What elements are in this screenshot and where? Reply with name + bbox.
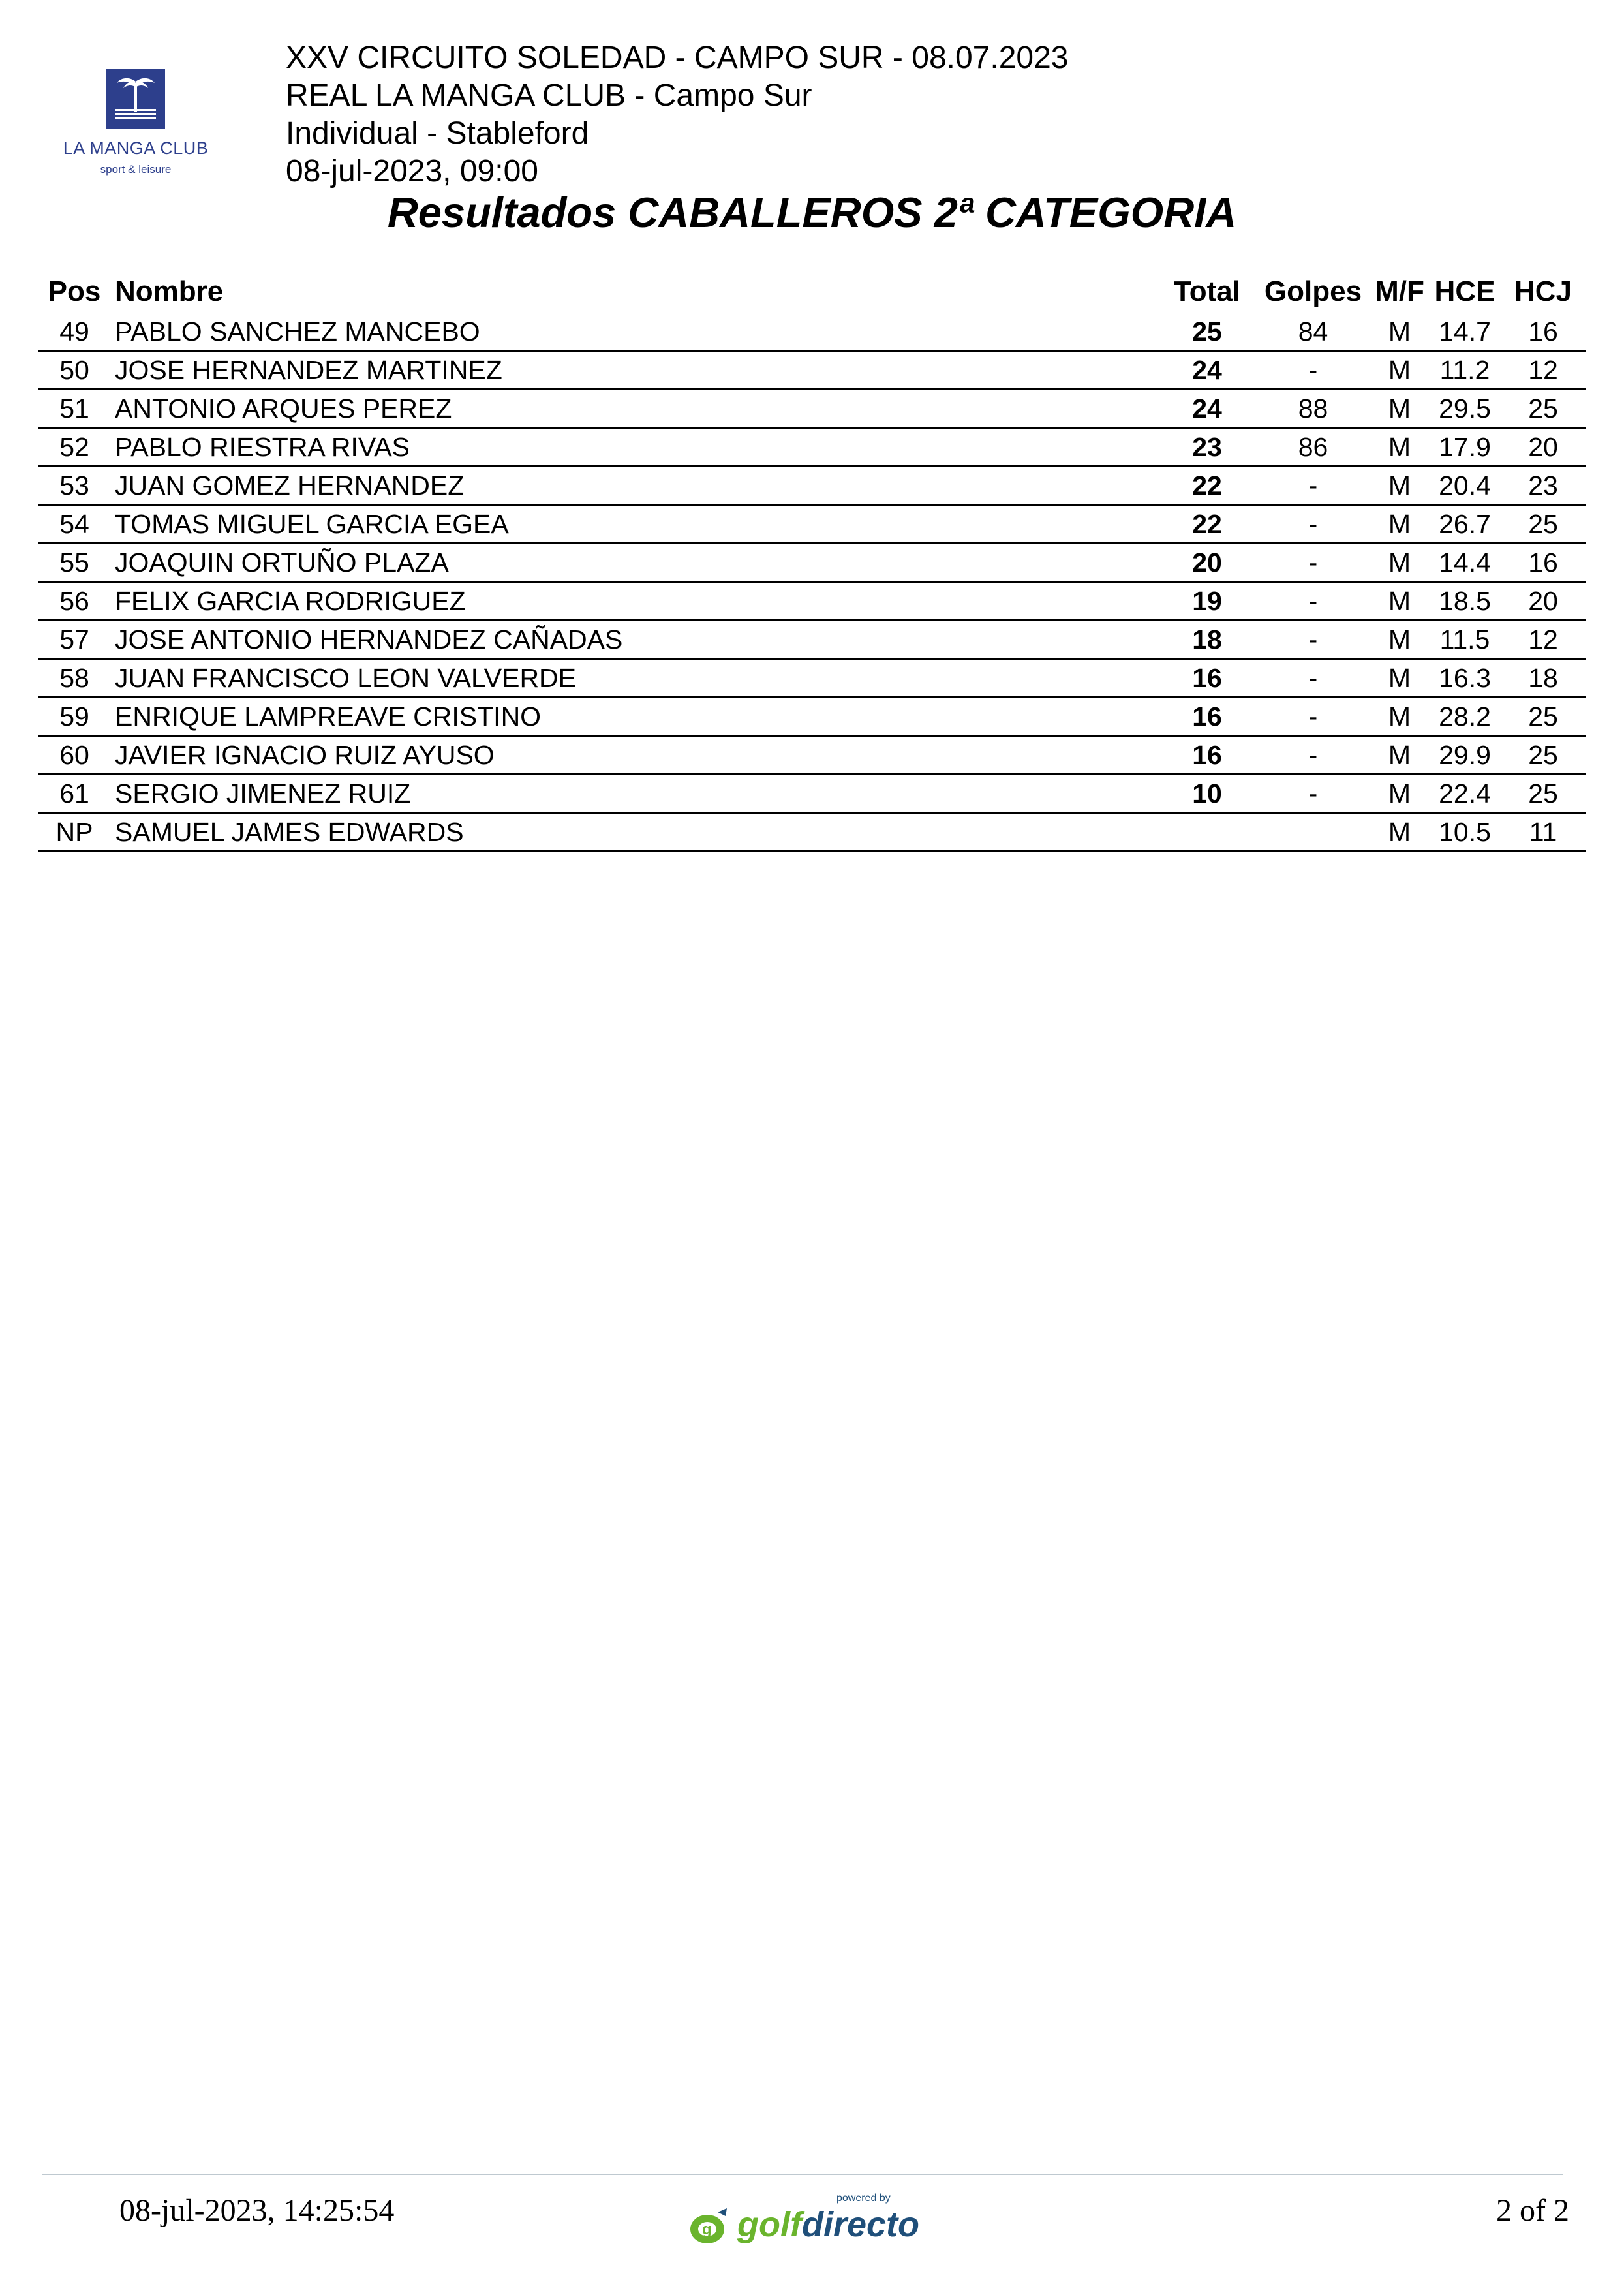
table-row <box>38 428 1586 467</box>
cell-mf: M <box>1370 659 1429 698</box>
cell-hcj: 12 <box>1501 621 1586 659</box>
table-row <box>38 351 1586 390</box>
cell-nombre: FELIX GARCIA RODRIGUEZ <box>111 582 1158 621</box>
golfdirecto-logo <box>685 2191 920 2250</box>
cell-nombre: JUAN FRANCISCO LEON VALVERDE <box>111 659 1158 698</box>
cell-hce: 14.7 <box>1429 313 1501 351</box>
table-row <box>38 736 1586 775</box>
cell-golpes: - <box>1256 582 1370 621</box>
cell-mf: M <box>1370 698 1429 736</box>
la-manga-club-logo <box>57 46 214 196</box>
cell-hcj: 18 <box>1501 659 1586 698</box>
cell-nombre: SAMUEL JAMES EDWARDS <box>111 813 1158 852</box>
powered-by-label: powered by <box>836 2193 891 2204</box>
golf-ball-icon <box>688 2207 733 2246</box>
footer-divider <box>42 2174 1563 2175</box>
cell-hcj: 11 <box>1501 813 1586 852</box>
cell-nombre: ENRIQUE LAMPREAVE CRISTINO <box>111 698 1158 736</box>
cell-golpes: - <box>1256 544 1370 582</box>
table-row <box>38 813 1586 852</box>
cell-mf: M <box>1370 544 1429 582</box>
cell-total: 22 <box>1158 467 1256 505</box>
cell-hcj: 25 <box>1501 505 1586 544</box>
cell-pos: 53 <box>38 467 111 505</box>
page-number: 2 of 2 <box>1496 2193 1569 2228</box>
cell-mf: M <box>1370 582 1429 621</box>
club-course: REAL LA MANGA CLUB - Campo Sur <box>286 78 812 113</box>
golfdirecto-wordmark <box>737 2204 919 2245</box>
brand-golf: golf <box>737 2205 802 2244</box>
cell-golpes: - <box>1256 698 1370 736</box>
cell-mf: M <box>1370 428 1429 467</box>
cell-mf: M <box>1370 505 1429 544</box>
table-row <box>38 505 1586 544</box>
logo-tagline: sport & leisure <box>100 163 172 176</box>
cell-golpes: - <box>1256 467 1370 505</box>
cell-golpes: 86 <box>1256 428 1370 467</box>
table-row <box>38 621 1586 659</box>
column-header-mf: M/F <box>1375 275 1424 307</box>
cell-hcj: 12 <box>1501 351 1586 390</box>
cell-hce: 18.5 <box>1429 582 1501 621</box>
cell-pos: 60 <box>38 736 111 775</box>
column-header-total: Total <box>1174 275 1240 307</box>
table-row <box>38 582 1586 621</box>
cell-hce: 26.7 <box>1429 505 1501 544</box>
cell-pos: 56 <box>38 582 111 621</box>
cell-nombre: JOSE HERNANDEZ MARTINEZ <box>111 351 1158 390</box>
event-header <box>286 39 1068 191</box>
cell-hcj: 25 <box>1501 698 1586 736</box>
cell-mf: M <box>1370 313 1429 351</box>
cell-hce: 20.4 <box>1429 467 1501 505</box>
cell-hce: 11.5 <box>1429 621 1501 659</box>
cell-total: 20 <box>1158 544 1256 582</box>
cell-hce: 29.9 <box>1429 736 1501 775</box>
table-header-row <box>38 270 1586 313</box>
cell-pos: 54 <box>38 505 111 544</box>
cell-hcj: 16 <box>1501 544 1586 582</box>
cell-total: 16 <box>1158 736 1256 775</box>
cell-hce: 29.5 <box>1429 390 1501 428</box>
svg-text:g: g <box>702 2221 712 2238</box>
cell-nombre: JOSE ANTONIO HERNANDEZ CAÑADAS <box>111 621 1158 659</box>
cell-golpes: - <box>1256 505 1370 544</box>
cell-nombre: PABLO SANCHEZ MANCEBO <box>111 313 1158 351</box>
cell-nombre: PABLO RIESTRA RIVAS <box>111 428 1158 467</box>
event-name: XXV CIRCUITO SOLEDAD - CAMPO SUR - 08.07.2023 <box>286 40 1069 75</box>
cell-hcj: 16 <box>1501 313 1586 351</box>
cell-nombre: JUAN GOMEZ HERNANDEZ <box>111 467 1158 505</box>
cell-pos: 59 <box>38 698 111 736</box>
cell-hcj: 25 <box>1501 775 1586 813</box>
cell-pos: 55 <box>38 544 111 582</box>
cell-mf: M <box>1370 467 1429 505</box>
cell-total: 19 <box>1158 582 1256 621</box>
cell-hce: 11.2 <box>1429 351 1501 390</box>
game-format: Individual - Stableford <box>286 116 589 151</box>
cell-pos: NP <box>38 813 111 852</box>
cell-nombre: SERGIO JIMENEZ RUIZ <box>111 775 1158 813</box>
cell-mf: M <box>1370 813 1429 852</box>
column-header-golpes: Golpes <box>1264 275 1362 307</box>
cell-pos: 50 <box>38 351 111 390</box>
cell-hce: 22.4 <box>1429 775 1501 813</box>
cell-golpes: 84 <box>1256 313 1370 351</box>
cell-hcj: 20 <box>1501 428 1586 467</box>
cell-golpes: - <box>1256 621 1370 659</box>
table-row <box>38 467 1586 505</box>
cell-golpes: - <box>1256 659 1370 698</box>
palm-tree-icon <box>106 69 165 129</box>
cell-hcj: 20 <box>1501 582 1586 621</box>
cell-golpes: - <box>1256 736 1370 775</box>
cell-hcj: 25 <box>1501 736 1586 775</box>
cell-nombre: JAVIER IGNACIO RUIZ AYUSO <box>111 736 1158 775</box>
cell-golpes <box>1256 813 1370 852</box>
cell-nombre: JOAQUIN ORTUÑO PLAZA <box>111 544 1158 582</box>
cell-total: 10 <box>1158 775 1256 813</box>
cell-mf: M <box>1370 351 1429 390</box>
cell-hcj: 23 <box>1501 467 1586 505</box>
print-timestamp: 08-jul-2023, 14:25:54 <box>119 2193 395 2228</box>
cell-hce: 28.2 <box>1429 698 1501 736</box>
report-title: Resultados CABALLEROS 2ª CATEGORIA <box>387 189 1237 236</box>
column-header-nombre: Nombre <box>115 275 224 307</box>
cell-total: 16 <box>1158 659 1256 698</box>
cell-total: 24 <box>1158 351 1256 390</box>
cell-total: 25 <box>1158 313 1256 351</box>
logo-name: LA MANGA CLUB <box>63 138 209 158</box>
event-datetime: 08-jul-2023, 09:00 <box>286 154 538 189</box>
cell-total: 23 <box>1158 428 1256 467</box>
cell-total: 18 <box>1158 621 1256 659</box>
cell-pos: 58 <box>38 659 111 698</box>
table-row <box>38 390 1586 428</box>
cell-hcj: 25 <box>1501 390 1586 428</box>
brand-directo: directo <box>801 2205 920 2244</box>
results-table <box>38 270 1586 852</box>
cell-total: 16 <box>1158 698 1256 736</box>
table-row <box>38 775 1586 813</box>
column-header-pos: Pos <box>48 275 101 307</box>
cell-total <box>1158 813 1256 852</box>
cell-hce: 16.3 <box>1429 659 1501 698</box>
cell-mf: M <box>1370 390 1429 428</box>
cell-mf: M <box>1370 736 1429 775</box>
cell-hce: 17.9 <box>1429 428 1501 467</box>
cell-golpes: 88 <box>1256 390 1370 428</box>
cell-mf: M <box>1370 775 1429 813</box>
cell-total: 22 <box>1158 505 1256 544</box>
cell-golpes: - <box>1256 775 1370 813</box>
column-header-hce: HCE <box>1434 275 1495 307</box>
cell-nombre: TOMAS MIGUEL GARCIA EGEA <box>111 505 1158 544</box>
cell-hce: 14.4 <box>1429 544 1501 582</box>
results-body <box>38 313 1586 852</box>
cell-hce: 10.5 <box>1429 813 1501 852</box>
cell-pos: 61 <box>38 775 111 813</box>
cell-golpes: - <box>1256 351 1370 390</box>
table-row <box>38 313 1586 351</box>
cell-total: 24 <box>1158 390 1256 428</box>
cell-mf: M <box>1370 621 1429 659</box>
cell-pos: 49 <box>38 313 111 351</box>
table-row <box>38 544 1586 582</box>
cell-nombre: ANTONIO ARQUES PEREZ <box>111 390 1158 428</box>
cell-pos: 52 <box>38 428 111 467</box>
cell-pos: 51 <box>38 390 111 428</box>
table-row <box>38 698 1586 736</box>
column-header-hcj: HCJ <box>1514 275 1572 307</box>
table-row <box>38 659 1586 698</box>
cell-pos: 57 <box>38 621 111 659</box>
